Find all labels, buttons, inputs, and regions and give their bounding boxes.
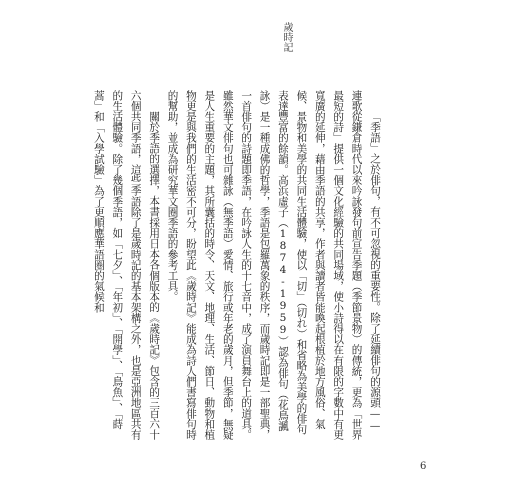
running-header: 歲時記 xyxy=(281,22,292,52)
page-number: 6 xyxy=(420,461,427,472)
paragraph: 「季語」之於俳句，有不可忽視的重要性。除了延續俳句的源頭——連歌從鎌倉時代以來吟詠發句前宣告季題（季節景物）的傳統，更為「世界最短的詩」提供一個文化經驗的共同場域，使小詩得以在有限的字數中有更寬廣的延伸，藉由季語的共享，作者與讀者皆能喚起根植於地方風俗、氣候、景物和美學的共同生活體驗，使以「切」（切れ）和省略為美學的俳句表達豐富的餘韻。高浜虛子（1874-1959）認為俳句（花鳥諷詠）是一種成佛的哲學，季語是包羅萬象的秩序，而歲時記即是一部聖典，一首俳句的詩題即季語，在吟詠人生的十七音中，成了演員舞台上的道具。雖然華文俳句也可雜詠（無季語）愛情、旅行或年老的歲月，但季節，無疑是人生重要的主題，其所囊括的時令、天文、地理、生活、節日、動物和植物更是與我們的生活密不可分，盼望此《歲時記》能成為詩人們書寫俳句時的幫助，並成為研究華文圈季語的參考工具。 xyxy=(166,90,381,440)
body-text xyxy=(50,90,384,440)
paragraph: 關於季語的選擇，本書採用日本各個版本的《歲時記》包含的三百六十六個共同季語，這些季語除了是歲時記的基本架構之外，也是亞洲地區共有的生活體驗。除了幾個季語，如「七夕」、「年初」、「開學」、「鳥魚」、「蒔蒿」和「入學試驗」為了更順應華語圈的氣候和 xyxy=(92,90,161,440)
